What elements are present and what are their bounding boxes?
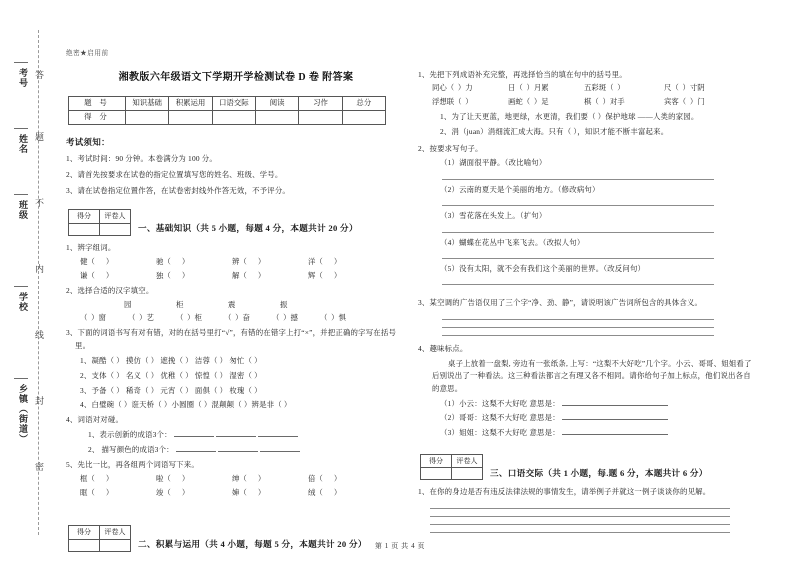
char-pair-shen2: 婶（ ） — [232, 487, 266, 497]
right-question-1-sentence-1[interactable]: 1、为了让天更蓝，地更绿，水更清，我们要（ ）保护地球 ——人类的家园。 — [440, 112, 699, 122]
answer-blank[interactable] — [258, 429, 298, 437]
question-5-row-1 — [66, 473, 406, 485]
section-three-question: 1、在你的身边是否有违反法律法规的事情发生，请举例子并就这一例子谈谈你的见解。 — [418, 487, 711, 497]
right-question-2-item-3: （3）雪花落在头发上。（扩句） — [440, 211, 547, 221]
seal-char-mi: 密 — [34, 462, 44, 471]
char-pair-yang: 洋（ ） — [308, 256, 342, 266]
score-col-writing: 习作 — [299, 96, 342, 110]
score-box-value-score[interactable] — [421, 468, 452, 480]
table-row — [69, 210, 131, 223]
answer-blank[interactable] — [562, 398, 668, 406]
answer-blank[interactable] — [174, 429, 214, 437]
char-pair-rong: 绒（ ） — [308, 487, 342, 497]
right-question-2-item-2: （2）云南的夏天是个美丽的地方。（修改病句） — [440, 184, 600, 194]
answer-line[interactable] — [442, 284, 714, 285]
question-5-text: 先比一比，再各组两个词语写下来。 — [77, 460, 199, 470]
char-pair-qian: 谦（ ） — [80, 270, 114, 280]
question-3-row-2[interactable]: 2、支体（ ） 名义（ ） 优稚（ ） 惊惶（ ） 湿密（ ） — [80, 370, 262, 380]
question-2-blank-row — [66, 312, 406, 324]
question-3-row-4[interactable]: 4、白璧碗（ ）诳天桥（ ）小圆圈（ ）混颠颠（ ）辨是非（ ） — [80, 400, 292, 410]
section-one-header — [66, 209, 406, 239]
question-1-text: 辨字组词。 — [77, 242, 116, 252]
score-row-label: 得 分 — [69, 110, 126, 124]
blank-item-fen[interactable]: （ ）奋 — [224, 313, 250, 323]
seal-char-feng: 封 — [34, 396, 44, 405]
idiom-binke[interactable]: 宾客（ ）门 — [664, 97, 705, 107]
question-4-item-1-label: 1、表示创新的成语3个： — [88, 430, 172, 440]
right-question-2-text: 按要求写句子。 — [429, 143, 483, 153]
score-box-value-score[interactable] — [69, 223, 100, 235]
right-question-1-sentence-2[interactable]: 2、涓（juan）涓细流汇成大海。只有（ ），知识才能不断丰富起来。 — [440, 127, 669, 137]
idiom-fuxiang[interactable]: 浮想联（ ） — [432, 97, 473, 107]
question-5-number: 5、 — [66, 460, 78, 470]
question-4-stem — [66, 414, 406, 426]
char-pair-la: 啦（ ） — [156, 473, 190, 483]
question-1-stem — [66, 242, 406, 254]
right-column — [418, 0, 758, 533]
sealing-line-strip — [0, 0, 58, 565]
char-pair-shen: 绅（ ） — [232, 473, 266, 483]
question-3-row-3[interactable]: 3、予备（ ） 稀奇（ ） 元宵（ ） 面俱（ ） 枚瑰（ ） — [80, 385, 262, 395]
secret-notice: 绝密★启用前 — [66, 50, 109, 57]
seal-char-da: 答 — [34, 70, 44, 79]
right-question-4-stem — [418, 343, 758, 355]
idiom-wucai[interactable]: 五彩斑（ ） — [584, 83, 625, 93]
right-question-3-text: 某空调的广告语仅用了三个字“净、劲、静”，请说明该广告词所包含的具体含义。 — [429, 298, 703, 308]
right-column-spacer — [418, 0, 758, 66]
char-pair-bian: 辨（ ） — [232, 256, 266, 266]
question-2-number: 2、 — [66, 285, 78, 295]
answer-line[interactable] — [430, 508, 730, 509]
right-question-4-number: 4、 — [418, 343, 430, 353]
right-question-4-item-1-label: （1）小云：这梨不大好吃 意思是： — [440, 398, 560, 408]
right-question-4-item-1 — [418, 398, 758, 410]
exam-notice-item-2: 2、请首先按要求在试卷的指定位置填写您的姓名、班级、学号。 — [66, 170, 283, 180]
right-question-4-item-2 — [418, 412, 758, 424]
answer-blank[interactable] — [216, 429, 256, 437]
blank-item-yi[interactable]: （ ）艺 — [128, 313, 154, 323]
question-5-stem — [66, 459, 406, 471]
char-pair-hui: 辉（ ） — [308, 270, 342, 280]
score-cell-accumulation[interactable] — [169, 110, 212, 124]
char-pair-jian: 健（ ） — [80, 256, 114, 266]
score-box-label-grader: 评卷人 — [452, 454, 483, 467]
idiom-row-2 — [418, 96, 758, 108]
answer-line[interactable] — [430, 524, 730, 525]
seal-char-ti: 题 — [34, 132, 44, 141]
right-question-1-number: 1、 — [418, 69, 430, 79]
question-3-number: 3、 — [66, 328, 78, 338]
question-4-number: 4、 — [66, 415, 78, 425]
question-3-row-1[interactable]: 1、凝酷（ ） 摸仿（ ） 遮挽（ ） 洁蓉（ ） 匆忙（ ） — [80, 355, 262, 365]
question-2-stem — [66, 285, 406, 297]
score-box-label-score: 得分 — [69, 526, 100, 539]
answer-line[interactable] — [442, 205, 714, 206]
right-question-2-item-1: （1）湖面很平静。（改比喻句） — [440, 158, 547, 168]
score-col-knowledge: 知识基础 — [126, 96, 169, 110]
score-box-label-score: 得分 — [421, 454, 452, 467]
score-cell-reading[interactable] — [255, 110, 298, 124]
char-pair-jun: 竣（ ） — [156, 487, 190, 497]
question-1-number: 1、 — [66, 242, 78, 252]
choice-char-zhen: 震 — [228, 299, 236, 309]
question-1-row-1 — [66, 256, 406, 268]
seal-label-school: 学校 — [18, 292, 28, 312]
score-col-total: 总分 — [342, 96, 385, 110]
answer-line[interactable] — [442, 319, 714, 320]
seal-rule — [14, 378, 28, 379]
answer-blank[interactable] — [260, 444, 300, 452]
section-three-header — [418, 454, 758, 484]
blank-item-han[interactable]: （ ）撼 — [272, 313, 298, 323]
section-one-title: 一、基础知识（共 5 小题，每题 4 分，本题共计 20 分） — [138, 223, 358, 234]
score-summary-table — [68, 96, 386, 125]
score-box-value-grader[interactable] — [100, 223, 131, 235]
score-col-question-no: 题 号 — [69, 96, 126, 110]
score-cell-oral[interactable] — [212, 110, 255, 124]
choice-char-yuan: 园 — [124, 299, 132, 309]
score-col-accumulation: 积累运用 — [169, 96, 212, 110]
page-title: 湘教版六年级语文下学期开学检测试卷 D 卷 附答案 — [118, 72, 354, 84]
char-pair-chi: 驰（ ） — [156, 256, 190, 266]
right-question-2-number: 2、 — [418, 143, 430, 153]
answer-line[interactable] — [442, 327, 714, 328]
score-cell-knowledge[interactable] — [126, 110, 169, 124]
score-cell-writing[interactable] — [299, 110, 342, 124]
choice-char-gui: 柜 — [176, 299, 184, 309]
table-row — [69, 223, 131, 235]
idiom-riyue[interactable]: 日（ ）月累 — [508, 83, 549, 93]
seal-rule — [14, 128, 28, 129]
idiom-huashe[interactable]: 画蛇（ ）足 — [508, 97, 549, 107]
seal-char-nei: 内 — [34, 264, 44, 273]
question-3-text: 下面的词语书写有对有错，对的在括号里打“√”，有错的在错字上打“×”，并把正确的字写在括号里。 — [75, 328, 397, 350]
answer-line[interactable] — [430, 516, 730, 517]
right-question-4-item-3-label: （3）姐姐：这梨不大好吃 意思是： — [440, 428, 560, 438]
seal-rule — [14, 286, 28, 287]
seal-label-exam-number: 考号 — [18, 68, 28, 88]
answer-line[interactable] — [442, 179, 714, 180]
table-row — [69, 96, 386, 110]
score-cell-total[interactable] — [342, 110, 385, 124]
right-question-2-item-5: （5）没有太阳，就不会有我们这个美丽的世界。（改反问句） — [440, 264, 646, 274]
question-3-stem — [66, 327, 406, 352]
char-pair-jie: 解（ ） — [232, 270, 266, 280]
section-two-title: 二、积累与运用（共 4 小题，每题 5 分，本题共计 20 分） — [138, 539, 367, 550]
char-pair-bei: 倍（ ） — [308, 473, 342, 483]
question-4-item-1 — [66, 429, 406, 441]
score-col-oral: 口语交际 — [212, 96, 255, 110]
answer-line[interactable] — [442, 258, 714, 259]
answer-blank[interactable] — [218, 444, 258, 452]
score-box-value-grader[interactable] — [452, 468, 483, 480]
right-question-4-item-3 — [418, 427, 758, 439]
section-three-title: 三、口语交际（共 1 小题，每.题 6 分，本题共计 6 分） — [490, 467, 708, 478]
right-question-4-paragraph: 桌子上放着一盘梨, 旁边有一张纸条, 上写：“这梨不大好吃”几个字。小云、哥哥、姐姐看了后别说出了一种看法。这三种看法都言之有理又各不相同。请你给句子加上标点，他们说出各自的意思。 — [432, 358, 752, 393]
question-4-text: 词语对对碰。 — [77, 415, 124, 425]
right-question-2-stem — [418, 143, 758, 155]
char-pair-du: 独（ ） — [156, 270, 190, 280]
right-question-1-stem — [418, 69, 758, 81]
choice-char-zhen2: 振 — [280, 299, 288, 309]
score-box-label-grader: 评卷人 — [100, 210, 131, 223]
question-4-item-2 — [66, 444, 406, 456]
table-row — [421, 468, 483, 480]
right-question-3-stem — [418, 297, 758, 309]
blank-item-gui[interactable]: （ ）柜 — [176, 313, 202, 323]
char-pair-kuang: 框（ ） — [80, 473, 114, 483]
right-question-2-item-4: （4）蝴蝶在花丛中飞来飞去。（改拟人句） — [440, 237, 585, 247]
seal-char-xian: 线 — [34, 330, 44, 339]
score-box-label-grader: 评卷人 — [100, 526, 131, 539]
answer-blank[interactable] — [562, 412, 668, 420]
answer-line[interactable] — [442, 335, 714, 336]
seal-label-class: 班级 — [18, 200, 28, 220]
answer-blank[interactable] — [562, 427, 668, 435]
answer-line[interactable] — [442, 232, 714, 233]
idiom-tongxin[interactable]: 同心（ ）力 — [432, 83, 473, 93]
answer-line[interactable] — [430, 532, 730, 533]
table-row — [69, 110, 386, 124]
question-4-item-2-label: 2、 描写颜色的成语3个： — [88, 445, 174, 455]
answer-blank[interactable] — [176, 444, 216, 452]
seal-char-bu: 不 — [34, 198, 44, 207]
section-one-score-box — [68, 209, 131, 235]
question-2-text: 选择合适的汉字填空。 — [77, 285, 154, 295]
seal-label-name: 姓名 — [18, 134, 28, 154]
idiom-chicun[interactable]: 尺（ ）寸阴 — [664, 83, 705, 93]
char-pair-kuang2: 眶（ ） — [80, 487, 114, 497]
section-three-score-box — [420, 454, 483, 480]
score-box-label-score: 得分 — [69, 210, 100, 223]
table-row — [421, 454, 483, 467]
page-footer: 第 1 页 共 4 页 — [374, 542, 426, 550]
seal-label-town: 乡镇（街道） — [18, 384, 28, 444]
exam-notice-title: 考试须知： — [66, 137, 110, 147]
left-column — [66, 0, 406, 555]
blank-item-ju[interactable]: （ ）惧 — [320, 313, 346, 323]
question-2-char-row — [66, 299, 406, 311]
exam-notice-item-3: 3、请在试卷指定位置作答，在试卷密封线外作答无效，不予评分。 — [66, 186, 291, 196]
idiom-row-1 — [418, 82, 758, 94]
right-question-3-number: 3、 — [418, 298, 430, 308]
score-col-reading: 阅读 — [255, 96, 298, 110]
exam-notice-item-1: 1、考试时间：90 分钟。本卷满分为 100 分。 — [66, 154, 217, 164]
table-row — [69, 526, 131, 539]
right-question-4-text: 趣味标点。 — [429, 343, 468, 353]
question-5-row-2 — [66, 487, 406, 499]
blank-item-chuang[interactable]: （ ）窗 — [80, 313, 106, 323]
sealing-dashed-line — [38, 30, 39, 535]
seal-rule — [14, 194, 28, 195]
idiom-qifeng[interactable]: 棋（ ）对手 — [584, 97, 625, 107]
seal-rule — [14, 62, 28, 63]
question-1-row-2 — [66, 270, 406, 282]
right-question-1-text: 先把下列成语补充完整，再选择恰当的填在句中的括号里。 — [429, 69, 627, 79]
right-question-4-item-2-label: （2）哥哥：这梨不大好吃 意思是： — [440, 413, 560, 423]
